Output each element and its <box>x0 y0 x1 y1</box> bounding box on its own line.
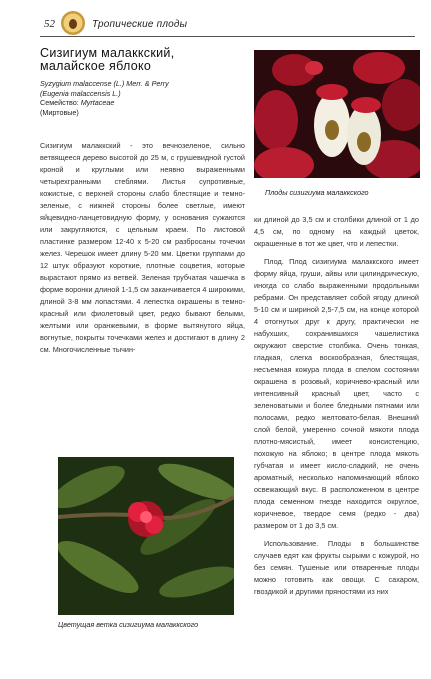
left-column-text <box>40 140 245 356</box>
fruit-half-icon <box>60 10 86 36</box>
latin-synonym: (Eugenia malaccensis L.) <box>40 88 121 98</box>
fruits-photo <box>254 50 420 178</box>
family-russian: (Миртовые) <box>40 107 79 117</box>
title-line-1: Сизигиум малаккский, <box>40 46 175 60</box>
family-name: Myrtaceae <box>80 98 115 108</box>
header-rule <box>40 36 415 37</box>
page-number: 52 <box>44 18 55 30</box>
taxonomy-block <box>40 79 245 117</box>
article-title <box>40 47 240 73</box>
usage-paragraph: Использование. Плоды в большинстве случаев едят как фрукты сырыми с кожурой, но без семян. Тушеные или отваренные плоды можно готовить как овощи. С сахаром, гвоздикой и другими пряностями из них <box>254 539 419 596</box>
family-label: Семейство: <box>40 98 79 108</box>
latin-name: Syzygium malaccense (L.) Merr. & Perry <box>40 79 169 88</box>
right-column-text <box>254 214 419 598</box>
fruit-paragraph: Плод. Плод сизигиума малаккского имеет форму яйца, груши, айвы или цилиндрическую, иногда со слабо выраженными продольными ребрами. Он представляет собой ягоду длиной 5-10 см и шириной 2,5-7,5 см, на конце которой 4 отогнутых друг к другу, практически не набухших, сохранившихся чашелистика окружают сверстие столбика. Очень тонкая, гладкая, слегка воскообразная, блестящая, несъемная кожура плода в спелом состоянии окрашена в розовый, коричнево-красный или интенсивный красный цвет, часто с зеленоватыми и более бледными пятнами или полосами, редко желтовато-белая. Внешний слой белой, умеренно сочной мякоти плода плотно-мясистый, имеет консистенцию, похожую на яблоко; в центре плода мякоть губчатая и имеет кисло-сладкий, не очень ароматный, несколько напоминающий яблоко освежающий вкус. В расположенном в центре плода семенном гнезде находится округлое, коричневое, твердое семя (редко - два) размером от 1 до 3,5 см. <box>254 257 419 530</box>
branch-caption: Цветущая ветка сизигиума малаккского <box>58 620 199 629</box>
fruits-caption: Плоды сизигиума малаккского <box>265 188 369 197</box>
stamens-paragraph: ки длиной до 3,5 см и столбики длиной от 1 до 4,5 см, по одному на каждый цветок, окрашенные в тот же цвет, что и лепестки. <box>254 215 419 248</box>
family-line <box>40 98 245 108</box>
description-paragraph: Сизигиум малаккский - это вечнозеленое, сильно ветвящееся дерево высотой до 25 м, с грушевидной густой кроной и круглыми или неявно выраженными четырехгранными стеблями. Листья супротивные, кожистые, с верхней стороны слабо блестящие и темно-зеленые, с нижней стороны более светлые, имеют яйцевидно-ланцетовидную форму, у основания сужаются или закругляются, с цельным краем. По листовой пластинке размером 12-40 x 5-20 см разбросаны точечки желез. Черешок имеет длину 5-20 мм. Цветки группами до 12 штук образуют короткие, плотные соцветия, которые вырастают прямо из ветвей. Зеленая трубчатая чашечка в форме воронки длиной 1-1,5 см заканчивается 4 широкими, длиной 3-8 мм лопастями. 4 лепестка окрашены в темно-красный или фиолетовый цвет, редко бывают белыми, желтыми или оранжевыми, в форме вытянутого яйца, вогнутые, покрыты точечками желез и достигают в длину 2 см. Многочисленные тычин- <box>40 141 245 354</box>
title-line-2: малайское яблоко <box>40 59 152 73</box>
section-title: Тропические плоды <box>92 19 188 30</box>
page-header <box>40 10 415 36</box>
flowering-branch-photo <box>58 457 234 615</box>
